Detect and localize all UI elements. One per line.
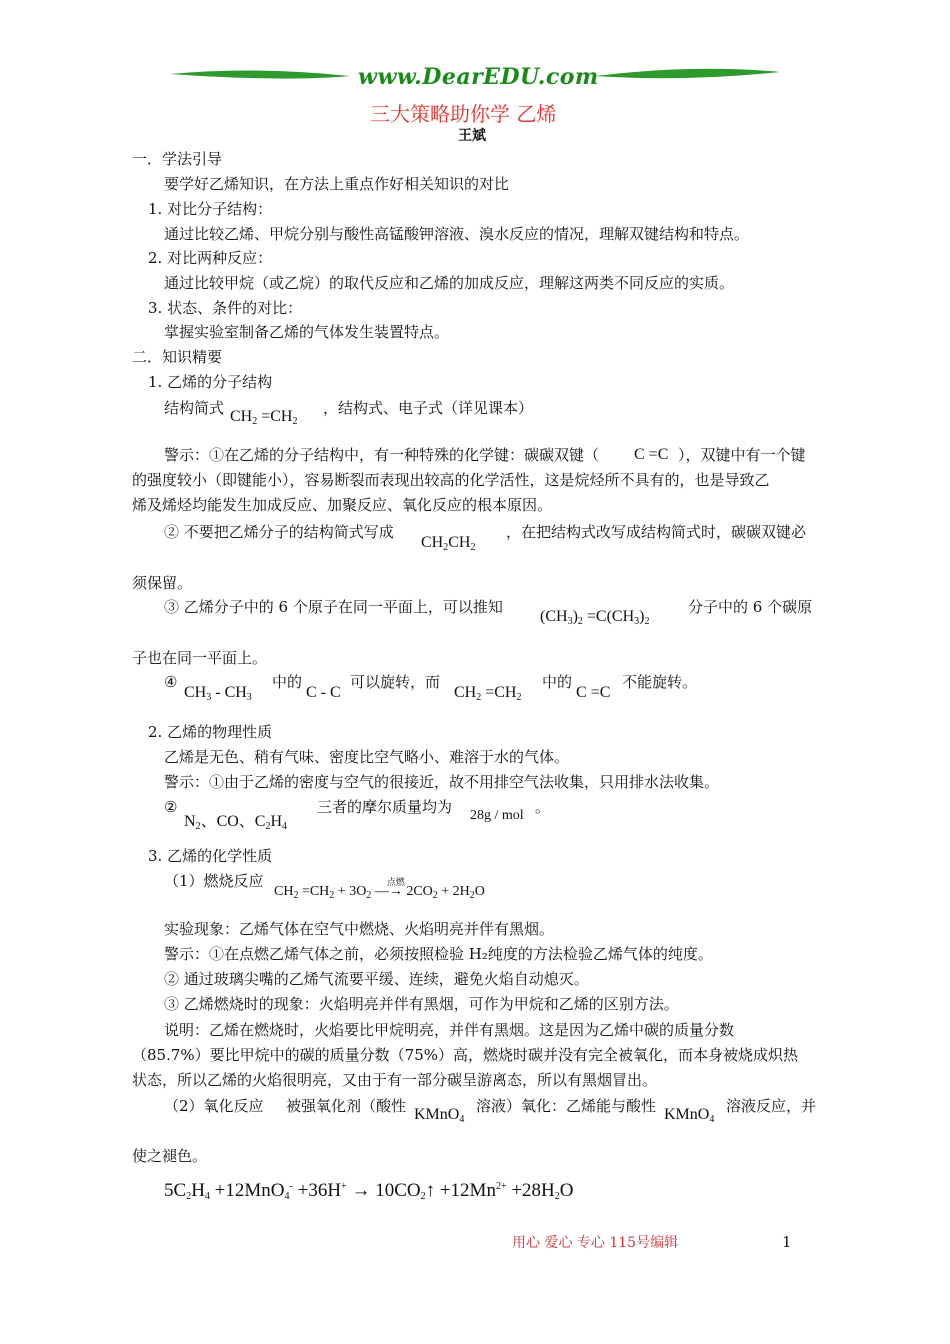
structure-line-b: ，结构式、电子式（详见课本）	[323, 399, 534, 417]
warning-1-line3: 烯及烯烃均能发生加成反应、加聚反应、氧化反应的根本原因。	[132, 496, 553, 514]
formula-n2-co-c2h4: $N_2$、CO、$C_2H_4$	[184, 813, 288, 832]
warning-2-b: ，在把结构式改写成结构简式时，碳碳双键必	[506, 523, 807, 541]
item-2-title: 2. 对比两种反应：	[148, 249, 273, 267]
physical-warning-2-a: ②	[164, 798, 178, 816]
oxidation-line2: 使之褪色。	[132, 1147, 208, 1165]
oxidation-a: （2）氧化反应	[164, 1097, 264, 1115]
physical-warning-2-c: 。	[535, 798, 551, 816]
formula-permanganate: $5C_2H_4 +12MnO_4^- +36H^+$ → $10CO_2↑ +12Mn^{2+} +28H_2O$	[164, 1180, 574, 1202]
warning-3-a: ③ 乙烯分子中的 6 个原子在同一平面上，可以推知	[164, 598, 503, 616]
footer-text: 用心 爱心 专心 115号编辑	[512, 1235, 679, 1251]
physical-text: 乙烯是无色、稍有气味、密度比空气略小、难溶于水的气体。	[164, 748, 570, 766]
warning-3-line2: 子也在同一平面上。	[132, 649, 268, 667]
sub-2-title: 2. 乙烯的物理性质	[148, 723, 273, 741]
oxidation-b: 被强氧化剂（酸性	[286, 1097, 407, 1115]
section-1-heading: 一．学法引导	[132, 150, 223, 168]
warning-4-d: 中的	[542, 673, 573, 691]
page-number: 1	[782, 1233, 792, 1251]
physical-warning-2-b: 三者的摩尔质量均为	[317, 798, 453, 816]
site-url: www.DearEDU.com	[358, 64, 599, 90]
formula-single-bond: C - C	[306, 684, 341, 701]
item-1-title: 1. 对比分子结构：	[148, 200, 273, 218]
item-3-text: 掌握实验室制备乙烯的气体发生装置特点。	[164, 323, 450, 341]
section-2-heading: 二．知识精要	[132, 348, 223, 366]
physical-warning-1: 警示：①由于乙烯的密度与空气的很接近，故不用排空气法收集，只用排水法收集。	[164, 773, 720, 791]
section-1-intro: 要学好乙烯知识，在方法上重点作好相关知识的对比	[164, 175, 510, 193]
formula-kmno4-1: KMnO$_4$	[414, 1106, 465, 1125]
combustion-warning-3: ③ 乙烯燃烧时的现象：火焰明亮并伴有黑烟，可作为甲烷和乙烯的区别方法。	[164, 995, 679, 1013]
sub-3-title: 3. 乙烯的化学性质	[148, 847, 273, 865]
item-1-text: 通过比较乙烯、甲烷分别与酸性高锰酸钾溶液、溴水反应的情况，理解双键结构和特点。	[164, 225, 750, 243]
item-2-text: 通过比较甲烷（或乙烷）的取代反应和乙烯的加成反应，理解这两类不同反应的实质。	[164, 274, 735, 292]
warning-1-a: 警示：①在乙烯的分子结构中，有一种特殊的化学键：碳碳双键（	[164, 446, 600, 464]
formula-double-bond-2: C =C	[576, 684, 611, 701]
warning-2-line2: 须保留。	[132, 574, 193, 592]
oxidation-c: 溶液）氧化：乙烯能与酸性	[476, 1097, 657, 1115]
formula-combustion: $CH_2 =CH_2 + 3O_2$ —→ 点燃 $2CO_2 + 2H_2O$	[274, 877, 485, 901]
formula-ethylene-2: $CH_2 =CH_2$	[454, 684, 522, 703]
item-3-title: 3. 状态、条件的对比：	[148, 299, 303, 317]
page-title: 三大策略助你学 乙烯	[370, 102, 557, 126]
formula-kmno4-2: KMnO$_4$	[664, 1106, 715, 1125]
warning-4-e: 不能旋转。	[622, 673, 698, 691]
formula-ethane: $CH_3 - CH_3$	[184, 684, 252, 703]
note-line-1: 说明：乙烯在燃烧时，火焰要比甲烷明亮，并伴有黑烟。这是因为乙烯中碳的质量分数	[164, 1021, 735, 1039]
warning-3-b: 分子中的 6 个碳原	[688, 598, 813, 616]
warning-1-b: ），双键中有一个键	[678, 446, 806, 464]
formula-wrong: $CH_2CH_2$	[421, 534, 476, 553]
note-line-2: （85.7%）要比甲烷中的碳的质量分数（75%）高，燃烧时碳并没有完全被氧化，而本身被烧成炽热	[132, 1046, 798, 1064]
warning-1-line2: 的强度较小（即键能小），容易断裂而表现出较高的化学活性，这是烷烃所不具有的，也是导致乙	[132, 471, 770, 489]
combustion-title: （1）燃烧反应	[164, 872, 264, 890]
formula-ethylene: $CH_2 =CH_2$	[230, 408, 298, 427]
formula-tetramethyl: $(CH_3)_2 =C(CH_3)_2$	[540, 608, 650, 627]
oxidation-d: 溶液反应，并	[726, 1097, 817, 1115]
warning-2-a: ② 不要把乙烯分子的结构简式写成	[164, 523, 394, 541]
combustion-warning-2: ② 通过玻璃尖嘴的乙烯气流要平缓、连续，避免火焰自动熄灭。	[164, 970, 589, 988]
formula-molar-mass: 28g / mol	[470, 808, 524, 823]
structure-line-a: 结构简式	[164, 399, 225, 417]
formula-double-bond: C =C	[634, 446, 669, 463]
warning-4-c: 可以旋转，而	[350, 673, 441, 691]
sub-1-title: 1. 乙烯的分子结构	[148, 373, 273, 391]
combustion-warning-1: 警示：①在点燃乙烯气体之前，必须按照检验 H₂纯度的方法检验乙烯气体的纯度。	[164, 945, 713, 963]
observation: 实验现象：乙烯气体在空气中燃烧、火焰明亮并伴有黑烟。	[164, 920, 555, 938]
warning-4-b: 中的	[272, 673, 303, 691]
note-line-3: 状态，所以乙烯的火焰很明亮，又由于有一部分碳呈游离态，所以有黑烟冒出。	[132, 1071, 658, 1089]
author: 王斌	[458, 128, 486, 144]
warning-4-a: ④	[164, 673, 178, 691]
